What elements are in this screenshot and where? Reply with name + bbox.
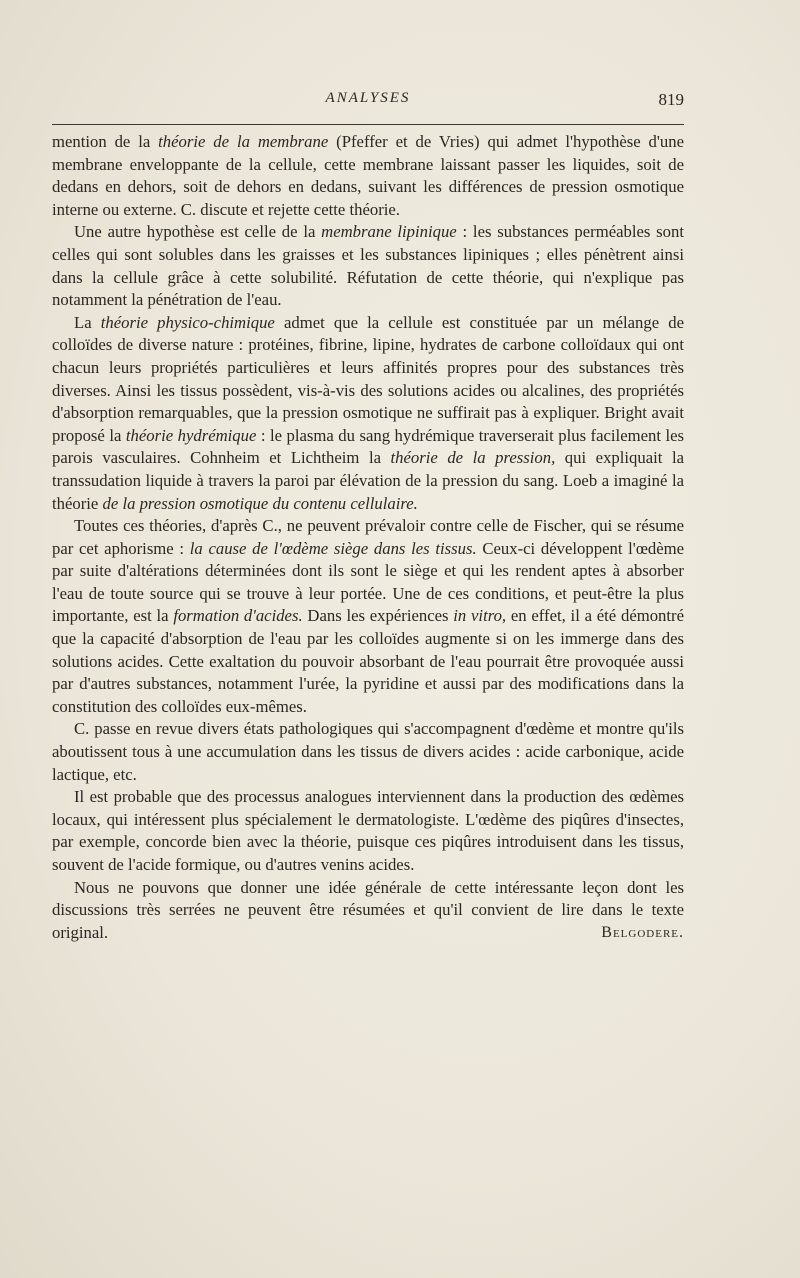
text-run: : les substances perméables sont celles qui sont solubles dans les graisses et les substances lipiniques ; elles pénètrent ainsi dans la cellule grâce à cette solubilité. Réfutation de cette théorie, qui n'explique pas notamment la pénétration de l'eau. <box>52 222 684 310</box>
paragraph <box>52 515 684 718</box>
paragraph <box>52 718 684 786</box>
paragraph <box>52 131 684 221</box>
text-run: Ceux-ci développent l'œdème par suite d'altérations déterminées dont ils sont le siège et qui les rendent aptes à absorber l'eau de toute source qui se trouve à leur portée. Une de ces conditions, et peut-être la plus importante, est la <box>52 538 685 626</box>
text-run: C. passe en revue divers états pathologiques qui s'accompagnent d'œdème et montre qu'ils aboutissent tous à une accumulation dans les tissus de divers acides : acide carbonique, acide lactique, etc. <box>52 719 684 784</box>
text-run: qui expliquait la transsudation liquide à travers la paroi par élévation de la pression du sang. Loeb a imaginé la théorie <box>52 448 684 513</box>
paragraph <box>52 877 684 945</box>
page-header <box>52 88 684 116</box>
text-run: Une autre hypothèse est celle de la <box>74 222 322 242</box>
italic-text: la cause de l'œdème siège dans les tissus. <box>189 538 477 558</box>
text-run: Dans les expériences <box>302 606 454 626</box>
text-run: Il est probable que des processus analogues interviennent dans la production des œdèmes locaux, qui intéressent plus spécialement le dermatologiste. L'œdème des piqûres d'insectes, par exemple, concorde bien avec la théorie, puisque ces piqûres introduisent dans les tissus, souvent de l'acide formique, ou d'autres venins acides. <box>52 787 684 874</box>
italic-text: théorie de la pression, <box>390 448 556 468</box>
italic-text: membrane lipinique <box>321 222 457 242</box>
author-signature: Belgodere. <box>601 923 684 941</box>
paragraph <box>52 786 684 876</box>
paragraph <box>52 312 684 515</box>
text-run: Nous ne pouvons que donner une idée générale de cette intéressante leçon dont les discussions très serrées ne peuvent être résumées et qu'il convient de lire dans le texte original. <box>52 877 684 942</box>
body-text <box>52 131 684 944</box>
italic-text: théorie de la membrane <box>158 132 329 151</box>
paragraph <box>52 221 684 311</box>
text-run: en effet, il a été démontré que la capacité d'absorption de l'eau par les colloïdes augmente si on les immerge dans des solutions acides. Cette exaltation du pouvoir absorbant de l'eau pourrait être provoquée aussi par d'autres substances, notamment l'urée, la pyridine et aussi par des modifications dans la constitution des colloïdes eux-mêmes. <box>52 606 684 716</box>
text-run: admet que la cellule est constituée par un mélange de colloïdes de diverse nature : protéines, fibrine, lipine, hydrates de carbone colloïdaux qui ont chacun leurs propriétés particulières et leurs affinités propres pour des substances très diverses. Ainsi les tissus possèdent, vis-à-vis des solutions acides ou alcalines, des propriétés d'absorption remarquables, que la pression osmotique ne suffirait pas à expliquer. Bright avait proposé la <box>52 312 684 445</box>
running-head: ANALYSES <box>325 90 411 106</box>
text-run: : le plasma du sang hydrémique traverserait plus facilement les parois vasculaires. Cohnheim et Lichtheim la <box>52 425 684 468</box>
page-number: 819 <box>658 90 684 109</box>
text-run: mention de la <box>52 132 159 151</box>
italic-text: théorie physico-chimique <box>100 312 275 332</box>
text-run: Toutes ces théories, d'après C., ne peuvent prévaloir contre celle de Fischer, qui se résume par cet aphorisme : <box>52 516 684 558</box>
text-run: (Pfeffer et de Vries) qui admet l'hypothèse d'une membrane enveloppante de la cellule, cette membrane laissant passer les liquides, soit de dedans en dehors, soit de dehors en dedans, suivant les différences de pression osmotique interne ou externe. C. discute et rejette cette théorie. <box>52 132 684 219</box>
italic-text: formation d'acides. <box>173 606 303 626</box>
italic-text: in vitro, <box>453 606 507 626</box>
header-rule <box>52 124 684 125</box>
italic-text: de la pression osmotique du contenu cellulaire. <box>102 493 418 513</box>
italic-text: théorie hydrémique <box>125 425 257 445</box>
text-run: La <box>74 312 101 332</box>
